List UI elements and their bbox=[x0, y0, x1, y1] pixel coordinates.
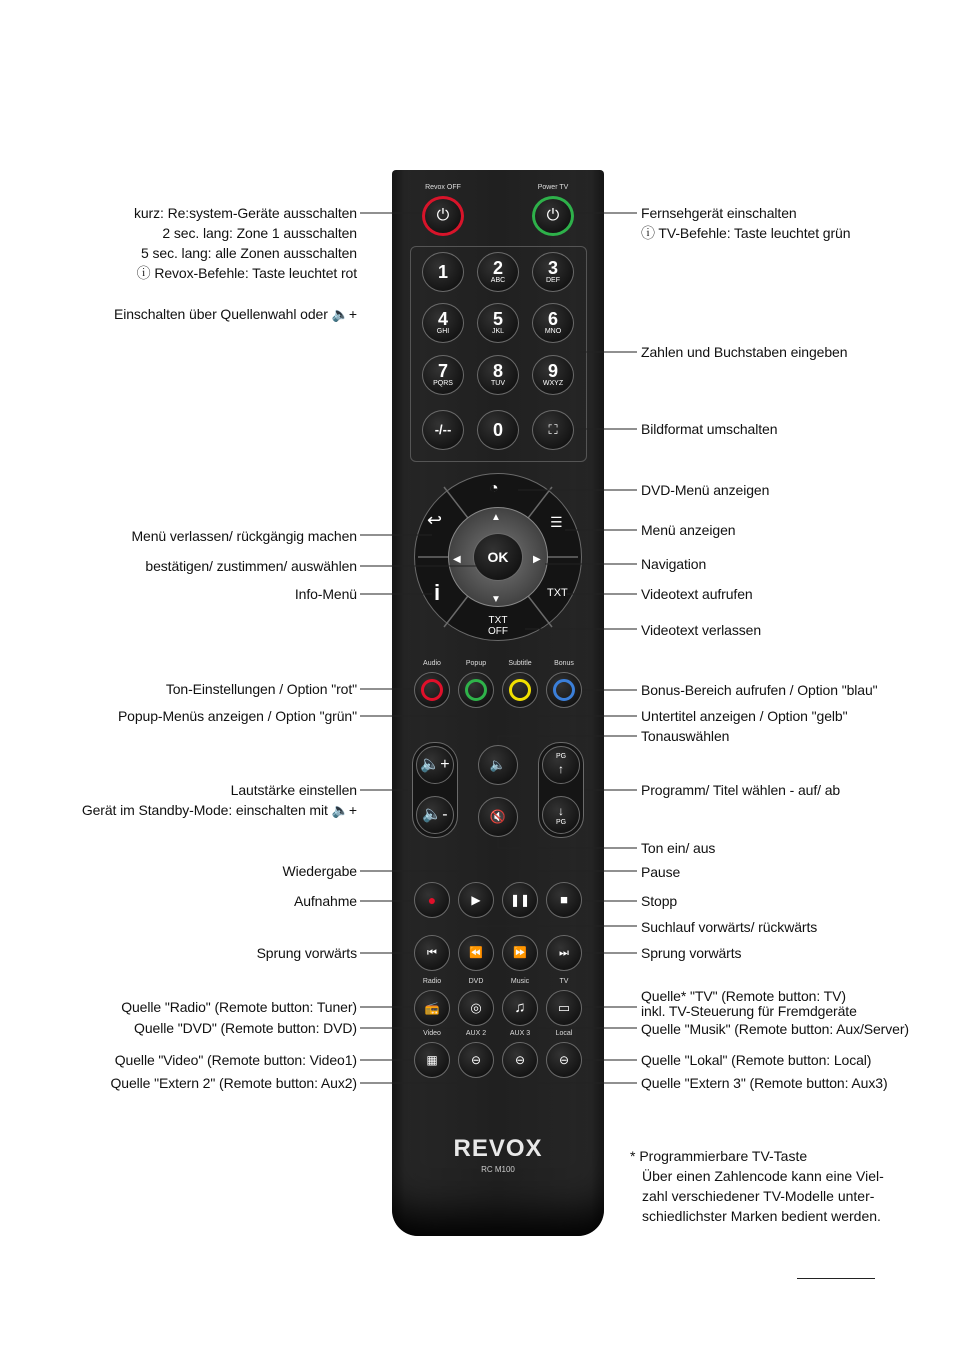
key-6[interactable] bbox=[532, 303, 574, 343]
key-letters: ABC bbox=[490, 277, 506, 284]
pg-down-label: PG bbox=[555, 819, 567, 826]
key-number: 6 bbox=[547, 309, 558, 329]
label-off-2: 2 sec. lang: Zone 1 ausschalten bbox=[162, 225, 357, 241]
radio-icon: 📻 bbox=[424, 1001, 440, 1015]
arrow-left-icon[interactable]: ◀ bbox=[453, 554, 461, 565]
fast-forward-icon: ⏩ bbox=[513, 947, 527, 959]
label-vol-1: Lautstärke einstellen bbox=[230, 782, 357, 798]
plug-icon: ⊖ bbox=[470, 1053, 482, 1067]
key-number: -/-- bbox=[434, 422, 452, 437]
label-popup: Popup-Menüs anzeigen / Option "grün" bbox=[117, 708, 357, 724]
label-skipback: Sprung vorwärts bbox=[256, 945, 357, 961]
label-music: Quelle "Musik" (Remote button: Aux/Server) bbox=[641, 1021, 909, 1037]
footnote-line: * Programmierbare TV-Taste bbox=[630, 1148, 808, 1164]
label-bonus: Bonus-Bereich aufrufen / Option "blau" bbox=[641, 682, 878, 698]
record-icon: ● bbox=[427, 892, 437, 908]
key-4[interactable] bbox=[422, 303, 464, 343]
color-ring-icon bbox=[421, 679, 443, 701]
key-letters: GHI bbox=[436, 328, 450, 335]
popup-label: Popup bbox=[465, 660, 487, 667]
revox-logo: REVOX bbox=[453, 1135, 543, 1162]
label-dvd: Quelle "DVD" (Remote button: DVD) bbox=[134, 1020, 357, 1036]
label-on: Einschalten über Quellenwahl oder 🔈+ bbox=[113, 306, 357, 322]
label-mute: Ton ein/ aus bbox=[641, 840, 716, 856]
source-label-dvd: DVD bbox=[468, 978, 484, 985]
label-pause: Pause bbox=[641, 864, 681, 880]
bonus-color-button[interactable] bbox=[546, 672, 582, 708]
source-label-tv: TV bbox=[559, 978, 569, 985]
label-video: Quelle "Video" (Remote button: Video1) bbox=[114, 1052, 357, 1068]
power-tv-label: Power TV bbox=[537, 184, 569, 191]
key-number: 5 bbox=[492, 309, 503, 329]
arrow-up-icon: ↑ bbox=[558, 762, 564, 776]
label-vol-2: Gerät im Standby-Mode: einschalten mit 🔈+ bbox=[81, 802, 357, 818]
volume-up-icon: 🔈+ bbox=[420, 756, 450, 773]
label-info: Info-Menü bbox=[294, 586, 357, 602]
key-5[interactable] bbox=[477, 303, 519, 343]
label-off-3: 5 sec. lang: alle Zonen ausschalten bbox=[141, 245, 357, 261]
disc-icon: ◎ bbox=[470, 1000, 482, 1015]
key-0[interactable] bbox=[477, 410, 519, 450]
plug-icon: ⊖ bbox=[558, 1053, 570, 1067]
label-play: Wiedergabe bbox=[282, 863, 357, 879]
rewind-icon: ⏪ bbox=[469, 947, 483, 959]
picture-format-icon: ⛶ bbox=[548, 422, 558, 437]
source-label-aux3: AUX 3 bbox=[509, 1030, 531, 1037]
play-icon: ▶ bbox=[471, 893, 481, 907]
source-label-video: Video bbox=[423, 1030, 441, 1037]
info-button[interactable]: i bbox=[434, 580, 441, 605]
label-tv-2: ⓘ TV-Befehle: Taste leuchtet grün bbox=[641, 225, 851, 241]
pg-up-label: PG bbox=[555, 753, 567, 760]
key-letters: JKL bbox=[491, 328, 505, 335]
stop-icon: ■ bbox=[560, 892, 568, 907]
power-icon: ⏻ bbox=[546, 207, 560, 224]
key-number: 7 bbox=[437, 361, 448, 381]
color-ring-icon bbox=[465, 679, 487, 701]
music-note-icon: ♫ bbox=[514, 999, 526, 1016]
label-off-4: ⓘ Revox-Befehle: Taste leuchtet rot bbox=[136, 265, 357, 281]
label-off-1: kurz: Re:system-Geräte ausschalten bbox=[133, 205, 357, 221]
key-number: 0 bbox=[492, 420, 503, 440]
key-dash[interactable] bbox=[422, 410, 464, 450]
key-number: 3 bbox=[547, 258, 558, 278]
label-tvsrc-2: inkl. TV-Steuerung für Fremdgeräte bbox=[641, 1003, 857, 1019]
label-aux2: Quelle "Extern 2" (Remote button: Aux2) bbox=[110, 1075, 357, 1091]
key-7[interactable] bbox=[422, 355, 464, 395]
label-tv-1: Fernsehgerät einschalten bbox=[641, 205, 797, 221]
audio-color-button[interactable] bbox=[414, 672, 450, 708]
subtitle-label: Subtitle bbox=[508, 660, 532, 667]
label-nav: Navigation bbox=[641, 556, 707, 572]
subtitle-color-button[interactable] bbox=[502, 672, 538, 708]
label-tvsrc-1: Quelle* "TV" (Remote button: TV) bbox=[641, 988, 846, 1004]
key-3[interactable] bbox=[532, 252, 574, 292]
mute-icon: 🔇 bbox=[489, 809, 507, 824]
footnote-line: zahl verschiedener TV-Modelle unter- bbox=[642, 1188, 875, 1204]
label-numbers: Zahlen und Buchstaben eingeben bbox=[641, 344, 848, 360]
label-skipfwd: Sprung vorwärts bbox=[641, 945, 742, 961]
popup-color-button[interactable] bbox=[458, 672, 494, 708]
key-letters: WXYZ bbox=[542, 380, 564, 387]
label-back: Menü verlassen/ rückgängig machen bbox=[131, 528, 357, 544]
label-menu: Menü anzeigen bbox=[641, 522, 736, 538]
key-2[interactable] bbox=[477, 252, 519, 292]
key-letters: TUV bbox=[491, 380, 505, 387]
source-label-aux2: AUX 2 bbox=[465, 1030, 487, 1037]
power-icon: ⏻ bbox=[436, 207, 450, 224]
footnote bbox=[630, 1146, 884, 1226]
label-format: Bildformat umschalten bbox=[641, 421, 778, 437]
key-letters: MNO bbox=[544, 328, 562, 335]
color-ring-icon bbox=[509, 679, 531, 701]
skip-forward-icon: ⏭ bbox=[559, 947, 569, 959]
back-icon[interactable]: ↩ bbox=[427, 510, 443, 530]
sound-select-icon: 🔈 bbox=[489, 757, 507, 772]
volume-down-icon: 🔈- bbox=[422, 806, 448, 823]
source-label-music: Music bbox=[510, 978, 530, 985]
label-stop: Stopp bbox=[641, 893, 678, 909]
key-number: 9 bbox=[547, 361, 558, 381]
label-ok: bestätigen/ zustimmen/ auswählen bbox=[145, 558, 357, 574]
pause-icon: ❚❚ bbox=[509, 893, 531, 907]
label-audio: Ton-Einstellungen / Option "rot" bbox=[165, 681, 357, 697]
arrow-right-icon[interactable]: ▶ bbox=[533, 554, 541, 565]
audio-label: Audio bbox=[423, 660, 441, 667]
dvd-menu-icon[interactable]: ◔ bbox=[489, 480, 499, 497]
label-sound: Tonauswählen bbox=[641, 728, 730, 744]
key-8[interactable] bbox=[477, 355, 519, 395]
label-radio: Quelle "Radio" (Remote button: Tuner) bbox=[121, 999, 357, 1015]
txt-button[interactable]: TXT bbox=[547, 587, 568, 599]
footnote-line: Über einen Zahlencode kann eine Viel- bbox=[642, 1168, 884, 1184]
label-local: Quelle "Lokal" (Remote button: Local) bbox=[641, 1052, 872, 1068]
tv-screen-icon: ▭ bbox=[557, 1000, 571, 1015]
label-prog: Programm/ Titel wählen - auf/ ab bbox=[641, 782, 841, 798]
label-aux3: Quelle "Extern 3" (Remote button: Aux3) bbox=[641, 1075, 888, 1091]
key-number: 8 bbox=[492, 361, 503, 381]
key-number: 1 bbox=[437, 262, 448, 282]
footnote-line: schiedlichster Marken bedient werden. bbox=[642, 1208, 881, 1224]
label-rec: Aufnahme bbox=[293, 893, 357, 909]
key-letters: DEF bbox=[546, 277, 560, 284]
page-rule bbox=[797, 1278, 875, 1279]
bonus-label: Bonus bbox=[554, 660, 574, 667]
label-txt: Videotext aufrufen bbox=[641, 586, 753, 602]
key-1[interactable] bbox=[422, 252, 464, 292]
key-letters: PQRS bbox=[433, 380, 453, 387]
key-9[interactable] bbox=[532, 355, 574, 395]
key-number: 4 bbox=[437, 309, 448, 329]
label-dvdmenu: DVD-Menü anzeigen bbox=[641, 482, 770, 498]
source-label-local: Local bbox=[555, 1030, 573, 1037]
arrow-down-icon[interactable]: ▼ bbox=[491, 594, 501, 605]
label-txtoff: Videotext verlassen bbox=[641, 622, 762, 638]
source-label-radio: Radio bbox=[422, 978, 442, 985]
arrow-down-icon: ↓ bbox=[558, 804, 564, 818]
skip-back-icon: ⏮ bbox=[427, 947, 437, 959]
txt-off-line-2: OFF bbox=[488, 626, 508, 637]
film-icon: ▦ bbox=[426, 1053, 438, 1067]
revox-off-label: Revox OFF bbox=[425, 184, 461, 191]
plug-icon: ⊖ bbox=[514, 1053, 526, 1067]
arrow-up-icon[interactable]: ▲ bbox=[491, 512, 501, 523]
label-subtitle: Untertitel anzeigen / Option "gelb" bbox=[641, 708, 848, 724]
txt-off-line-1: TXT bbox=[488, 615, 508, 626]
color-ring-icon bbox=[553, 679, 575, 701]
menu-list-icon[interactable]: ☰ bbox=[550, 514, 563, 530]
key-number: 2 bbox=[492, 258, 503, 278]
model-label: RC M100 bbox=[481, 1165, 515, 1174]
ok-label: OK bbox=[487, 549, 509, 565]
label-search: Suchlauf vorwärts/ rückwärts bbox=[641, 919, 818, 935]
